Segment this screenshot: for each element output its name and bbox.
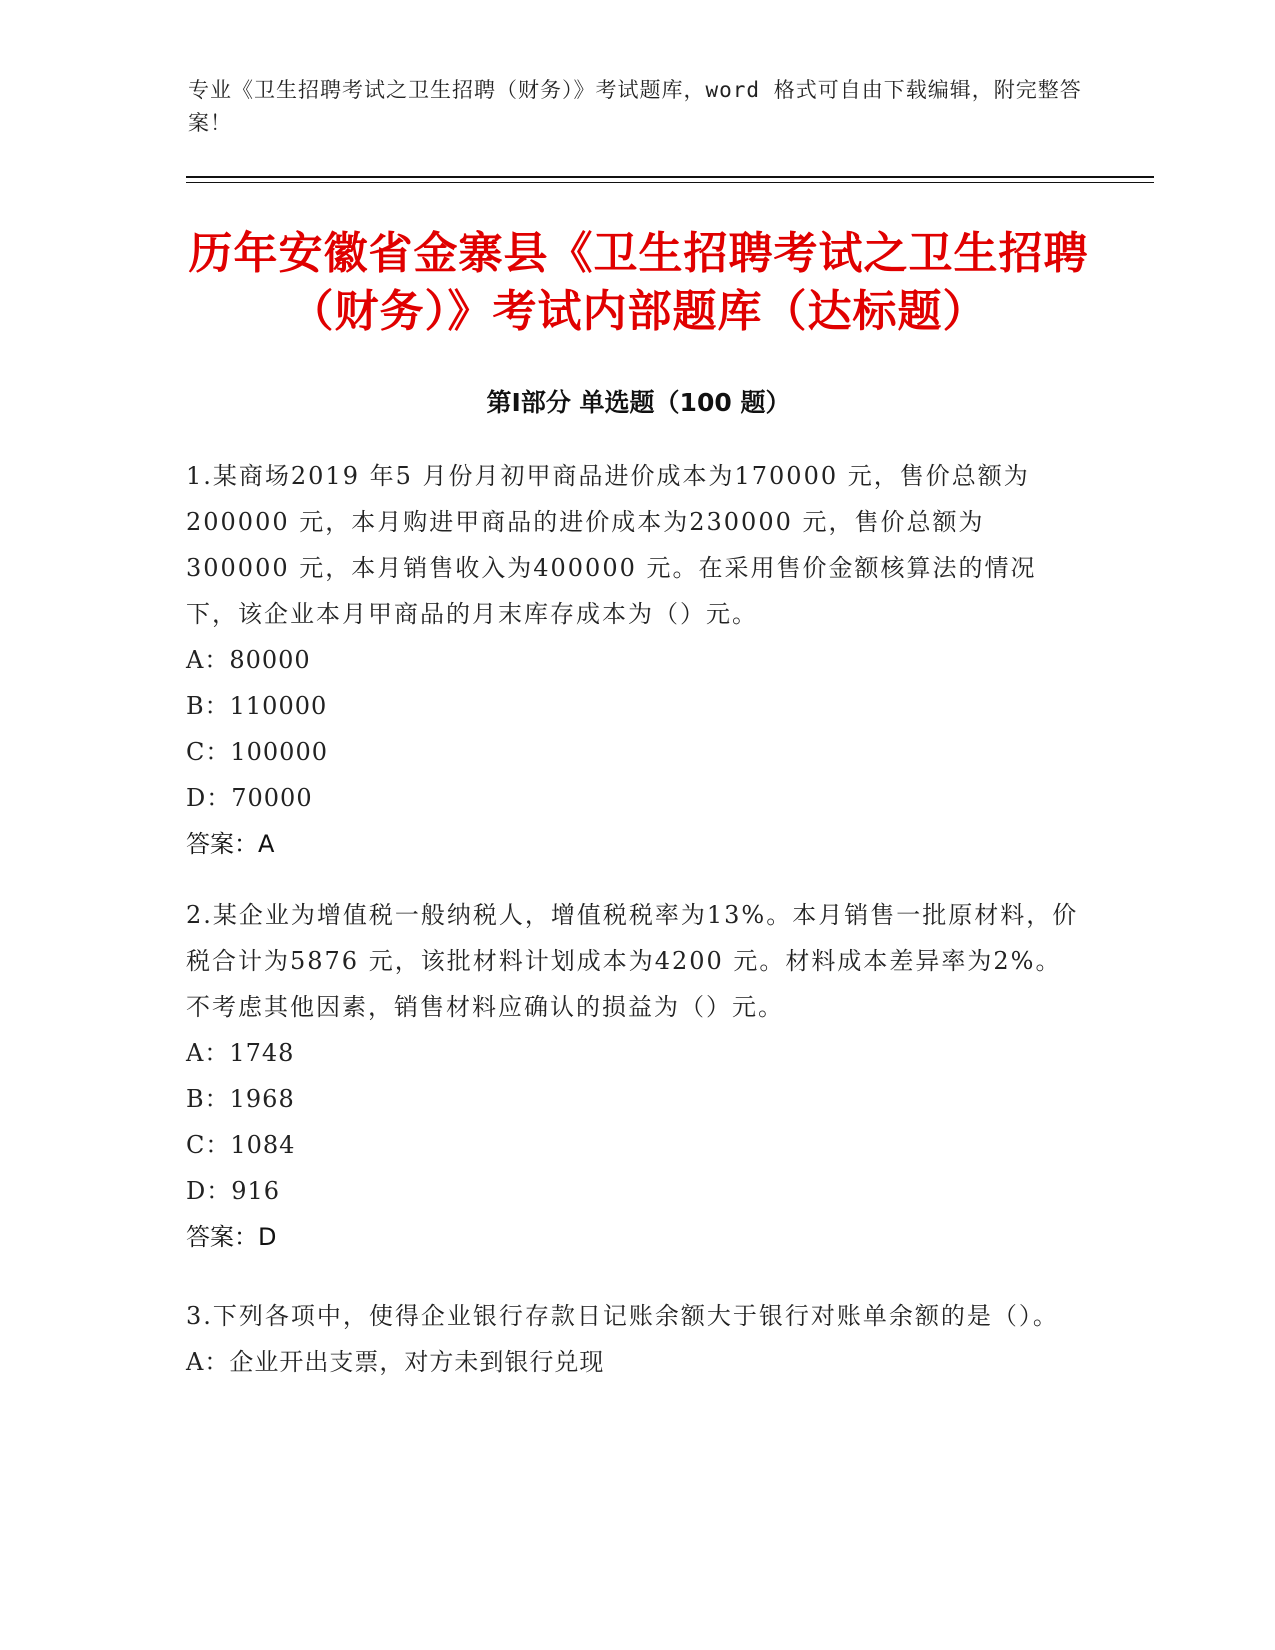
- document-title: 历年安徽省金寨县《卫生招聘考试之卫生招聘（财务）》考试内部题库（达标题）: [188, 228, 1089, 337]
- header-divider-thin: [186, 182, 1154, 183]
- answer: 答案：D: [186, 1223, 277, 1251]
- header-divider-thick: [186, 176, 1154, 178]
- option-a: A：1748: [186, 1039, 295, 1067]
- question-1: [186, 453, 1086, 867]
- option-c: C：1084: [186, 1131, 296, 1159]
- question-3: [186, 1293, 1086, 1385]
- option-d: D：916: [186, 1177, 281, 1205]
- question-2: [186, 892, 1086, 1260]
- option-a: A：80000: [186, 646, 311, 674]
- question-text: 3.下列各项中，使得企业银行存款日记账余额大于银行对账单余额的是（）。: [186, 1302, 1059, 1330]
- question-text: 1.某商场2019 年5 月份月初甲商品进价成本为170000 元，售价总额为200000 元，本月购进甲商品的进价成本为230000 元，售价总额为300000 元，本月销售收入为400000 元。在采用售价金额核算法的情况下，该企业本月甲商品的月末库存成本为（）元。: [186, 462, 1037, 628]
- option-d: D：70000: [186, 784, 313, 812]
- header-note: 专业《卫生招聘考试之卫生招聘（财务）》考试题库，word 格式可自由下载编辑，附完整答案！: [188, 78, 1082, 135]
- answer: 答案：A: [186, 830, 275, 858]
- option-a: A：企业开出支票，对方未到银行兑现: [186, 1348, 605, 1376]
- option-b: B：110000: [186, 692, 328, 720]
- question-text: 2.某企业为增值税一般纳税人，增值税税率为13%。本月销售一批原材料，价税合计为5876 元，该批材料计划成本为4200 元。材料成本差异率为2%。不考虑其他因素，销售材料应确认的损益为（）元。: [186, 901, 1079, 1021]
- option-c: C：100000: [186, 738, 328, 766]
- section-title: 第Ⅰ部分 单选题（100 题）: [486, 388, 791, 417]
- option-b: B：1968: [186, 1085, 295, 1113]
